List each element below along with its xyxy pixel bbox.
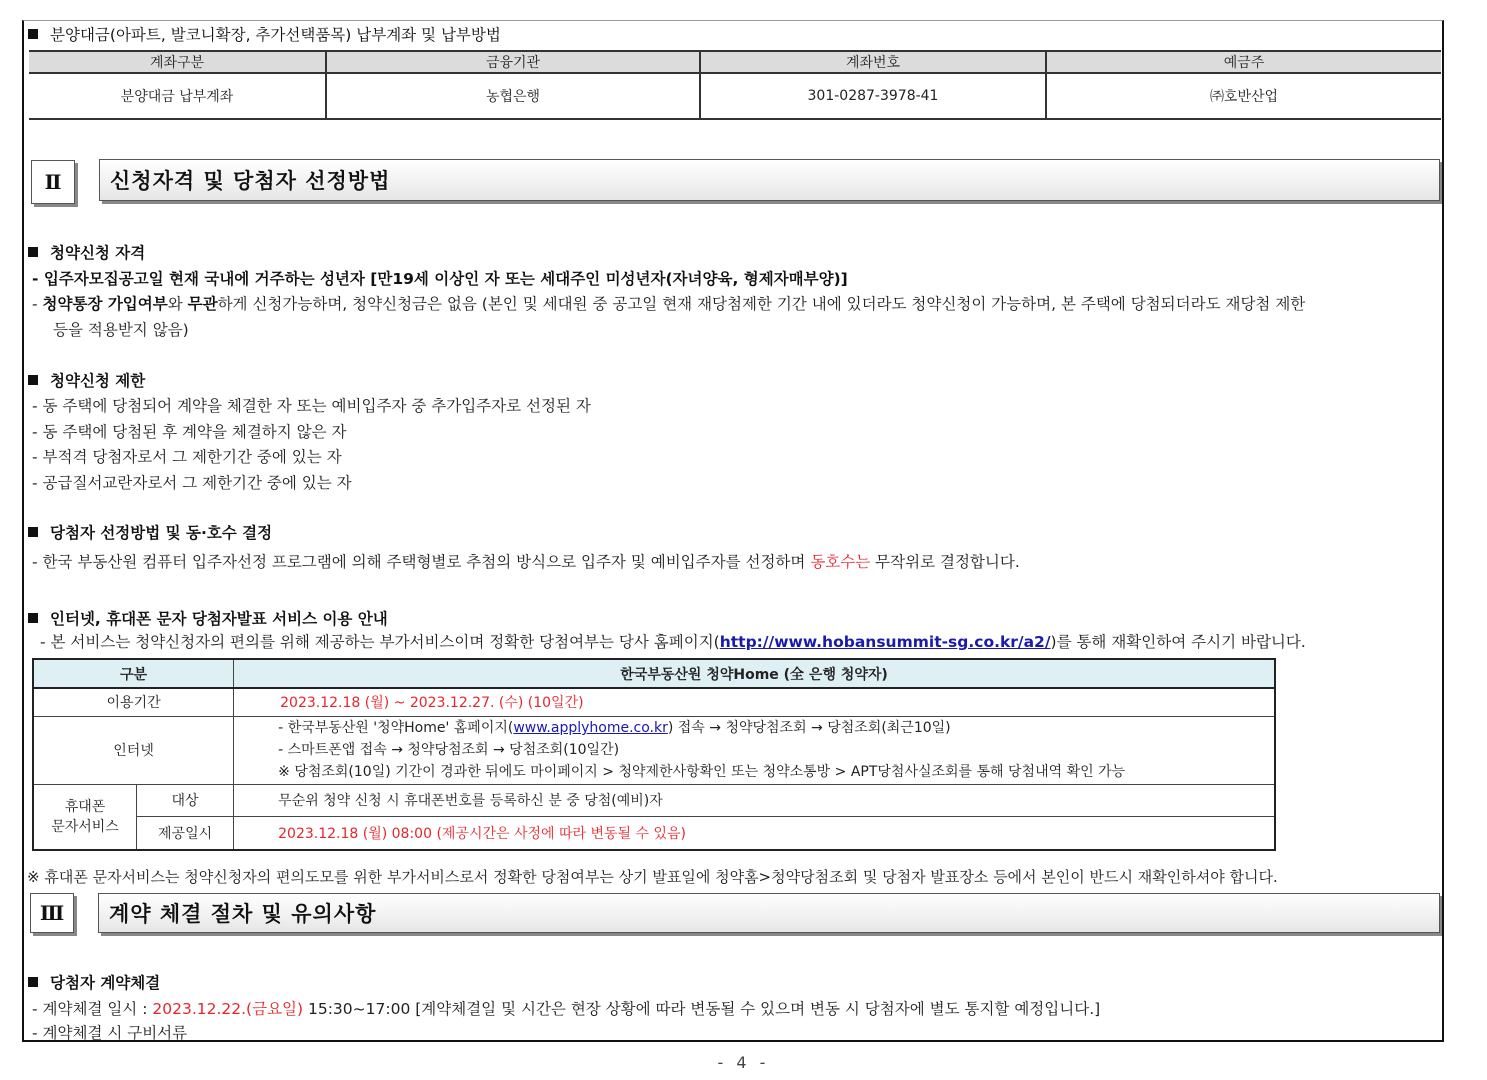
table-cell xyxy=(234,716,1275,784)
applyhome-link[interactable]: www.applyhome.co.kr xyxy=(513,720,668,736)
section-title-2: 신청자격 및 당첨자 선정방법 xyxy=(99,159,1440,201)
section-number-2: Ⅱ xyxy=(31,160,75,204)
table-header-cell: 금융기관 xyxy=(326,51,700,73)
document-page xyxy=(22,20,1444,1042)
table-row xyxy=(33,784,1275,816)
homepage-link[interactable]: http://www.hobansummit-sg.co.kr/a2/ xyxy=(719,633,1051,651)
bullet-square-icon xyxy=(28,29,38,39)
contract-line-1: - 계약체결 일시 : 2023.12.22.(금요일) 15:30~17:00 [계약체결일 및 시간은 현장 상황에 따라 변동될 수 있으며 변동 시 당첨자에 별도 통지할 예정입니다.] xyxy=(32,1000,1101,1018)
list-item: - 동 주택에 당첨된 후 계약을 체결하지 않은 자 xyxy=(32,423,347,441)
table-cell: 이용기간 xyxy=(33,688,234,716)
section-title-3: 계약 체결 절차 및 유의사항 xyxy=(98,893,1440,933)
table-cell: 301-0287-3978-41 xyxy=(700,73,1046,119)
contract-heading: 당첨자 계약체결 xyxy=(28,971,160,993)
table-header-cell: 계좌번호 xyxy=(700,51,1046,73)
qualification-heading: 청약신청 자격 xyxy=(28,241,145,263)
table-header-cell: 한국부동산원 청약Home (全 은행 청약자) xyxy=(234,659,1275,688)
table-header-row xyxy=(29,51,1441,73)
internet-line-1: - 한국부동산원 '청약Home' 홈페이지(www.applyhome.co.kr) 접속 → 청약당첨조회 → 당첨조회(최근10일) xyxy=(278,720,951,736)
table-row xyxy=(33,716,1275,784)
bullet-square-icon xyxy=(28,247,38,257)
restriction-heading: 청약신청 제한 xyxy=(28,369,145,391)
contract-line-2: - 계약체결 시 구비서류 xyxy=(32,1024,188,1042)
table-cell: 2023.12.18 (월) ~ 2023.12.27. (수) (10일간) xyxy=(234,688,1275,716)
list-item: - 부적격 당첨자로서 그 제한기간 중에 있는 자 xyxy=(32,448,342,466)
bullet-square-icon xyxy=(28,977,38,987)
sms-note: ※ 휴대폰 문자서비스는 청약신청자의 편의도모를 위한 부가서비스로서 정확한 당첨여부는 상기 발표일에 청약홈>청약당첨조회 및 당첨자 발표장소 등에서 본인이 반드시 재확인하셔야 합니다. xyxy=(27,868,1278,886)
table-header-cell: 구분 xyxy=(33,659,234,688)
qualification-line-2: - 청약통장 가입여부와 무관하게 신청가능하며, 청약신청금은 없음 (본인 및 세대원 중 공고일 현재 재당첨제한 기간 내에 있더라도 청약신청이 가능하며, 본 주택에 당첨되더라도 재당첨 제한 xyxy=(32,295,1306,313)
sms-heading: 인터넷, 휴대폰 문자 당첨자발표 서비스 이용 안내 xyxy=(28,607,388,629)
table-cell: 제공일시 xyxy=(137,816,234,850)
table-cell: ㈜호반산업 xyxy=(1046,73,1441,119)
qualification-line-1: - 입주자모집공고일 현재 국내에 거주하는 성년자 [만19세 이상인 자 또는 세대주인 미성년자(자녀양육, 형제자매부양)] xyxy=(32,270,848,288)
table-row xyxy=(33,816,1275,850)
bullet-square-icon xyxy=(28,527,38,537)
bullet-square-icon xyxy=(28,375,38,385)
sms-intro: - 본 서비스는 청약신청자의 편의를 위해 제공하는 부가서비스이며 정확한 당첨여부는 당사 홈페이지(http://www.hobansummit-sg.co.kr/a2/)를 통해 재확인하여 주시기 바랍니다. xyxy=(40,633,1306,651)
table-header-row xyxy=(33,659,1275,688)
table-row xyxy=(29,73,1441,119)
selection-line: - 한국 부동산원 컴퓨터 입주자선정 프로그램에 의해 주택형별로 추첨의 방식으로 입주자 및 예비입주자를 선정하며 동호수는 무작위로 결정합니다. xyxy=(32,553,1020,571)
table-cell: 무순위 청약 신청 시 휴대폰번호를 등록하신 분 중 당첨(예비)자 xyxy=(234,784,1275,816)
sms-service-table xyxy=(32,658,1276,851)
list-item: - 공급질서교란자로서 그 제한기간 중에 있는 자 xyxy=(32,474,352,492)
qualification-line-3: 등을 적용받지 않음) xyxy=(53,321,189,339)
internet-line-2: - 스마트폰앱 접속 → 청약당첨조회 → 당첨조회(10일간) xyxy=(278,742,620,758)
table-cell: 2023.12.18 (월) 08:00 (제공시간은 사정에 따라 변동될 수 있음) xyxy=(234,816,1275,850)
table-row xyxy=(33,688,1275,716)
bullet-square-icon xyxy=(28,613,38,623)
selection-heading: 당첨자 선정방법 및 동·호수 결정 xyxy=(28,521,272,543)
table-cell: 대상 xyxy=(137,784,234,816)
section-number-3: Ⅲ xyxy=(30,893,74,933)
internet-line-3: ※ 당첨조회(10일) 기간이 경과한 뒤에도 마이페이지 > 청약제한사항확인 또는 청약소통방 > APT당첨사실조회를 통해 당첨내역 확인 가능 xyxy=(278,764,1126,780)
table-cell: 휴대폰 문자서비스 xyxy=(33,784,137,850)
page-number: - 4 - xyxy=(717,1053,770,1072)
table-header-cell: 계좌구분 xyxy=(29,51,326,73)
account-table xyxy=(29,50,1441,120)
table-cell: 분양대금 납부계좌 xyxy=(29,73,326,119)
table-header-cell: 예금주 xyxy=(1046,51,1441,73)
account-heading: 분양대금(아파트, 발코니확장, 추가선택품목) 납부계좌 및 납부방법 xyxy=(28,23,501,45)
table-cell: 인터넷 xyxy=(33,716,234,784)
table-cell: 농협은행 xyxy=(326,73,700,119)
list-item: - 동 주택에 당첨되어 계약을 체결한 자 또는 예비입주자 중 추가입주자로 선정된 자 xyxy=(32,397,591,415)
